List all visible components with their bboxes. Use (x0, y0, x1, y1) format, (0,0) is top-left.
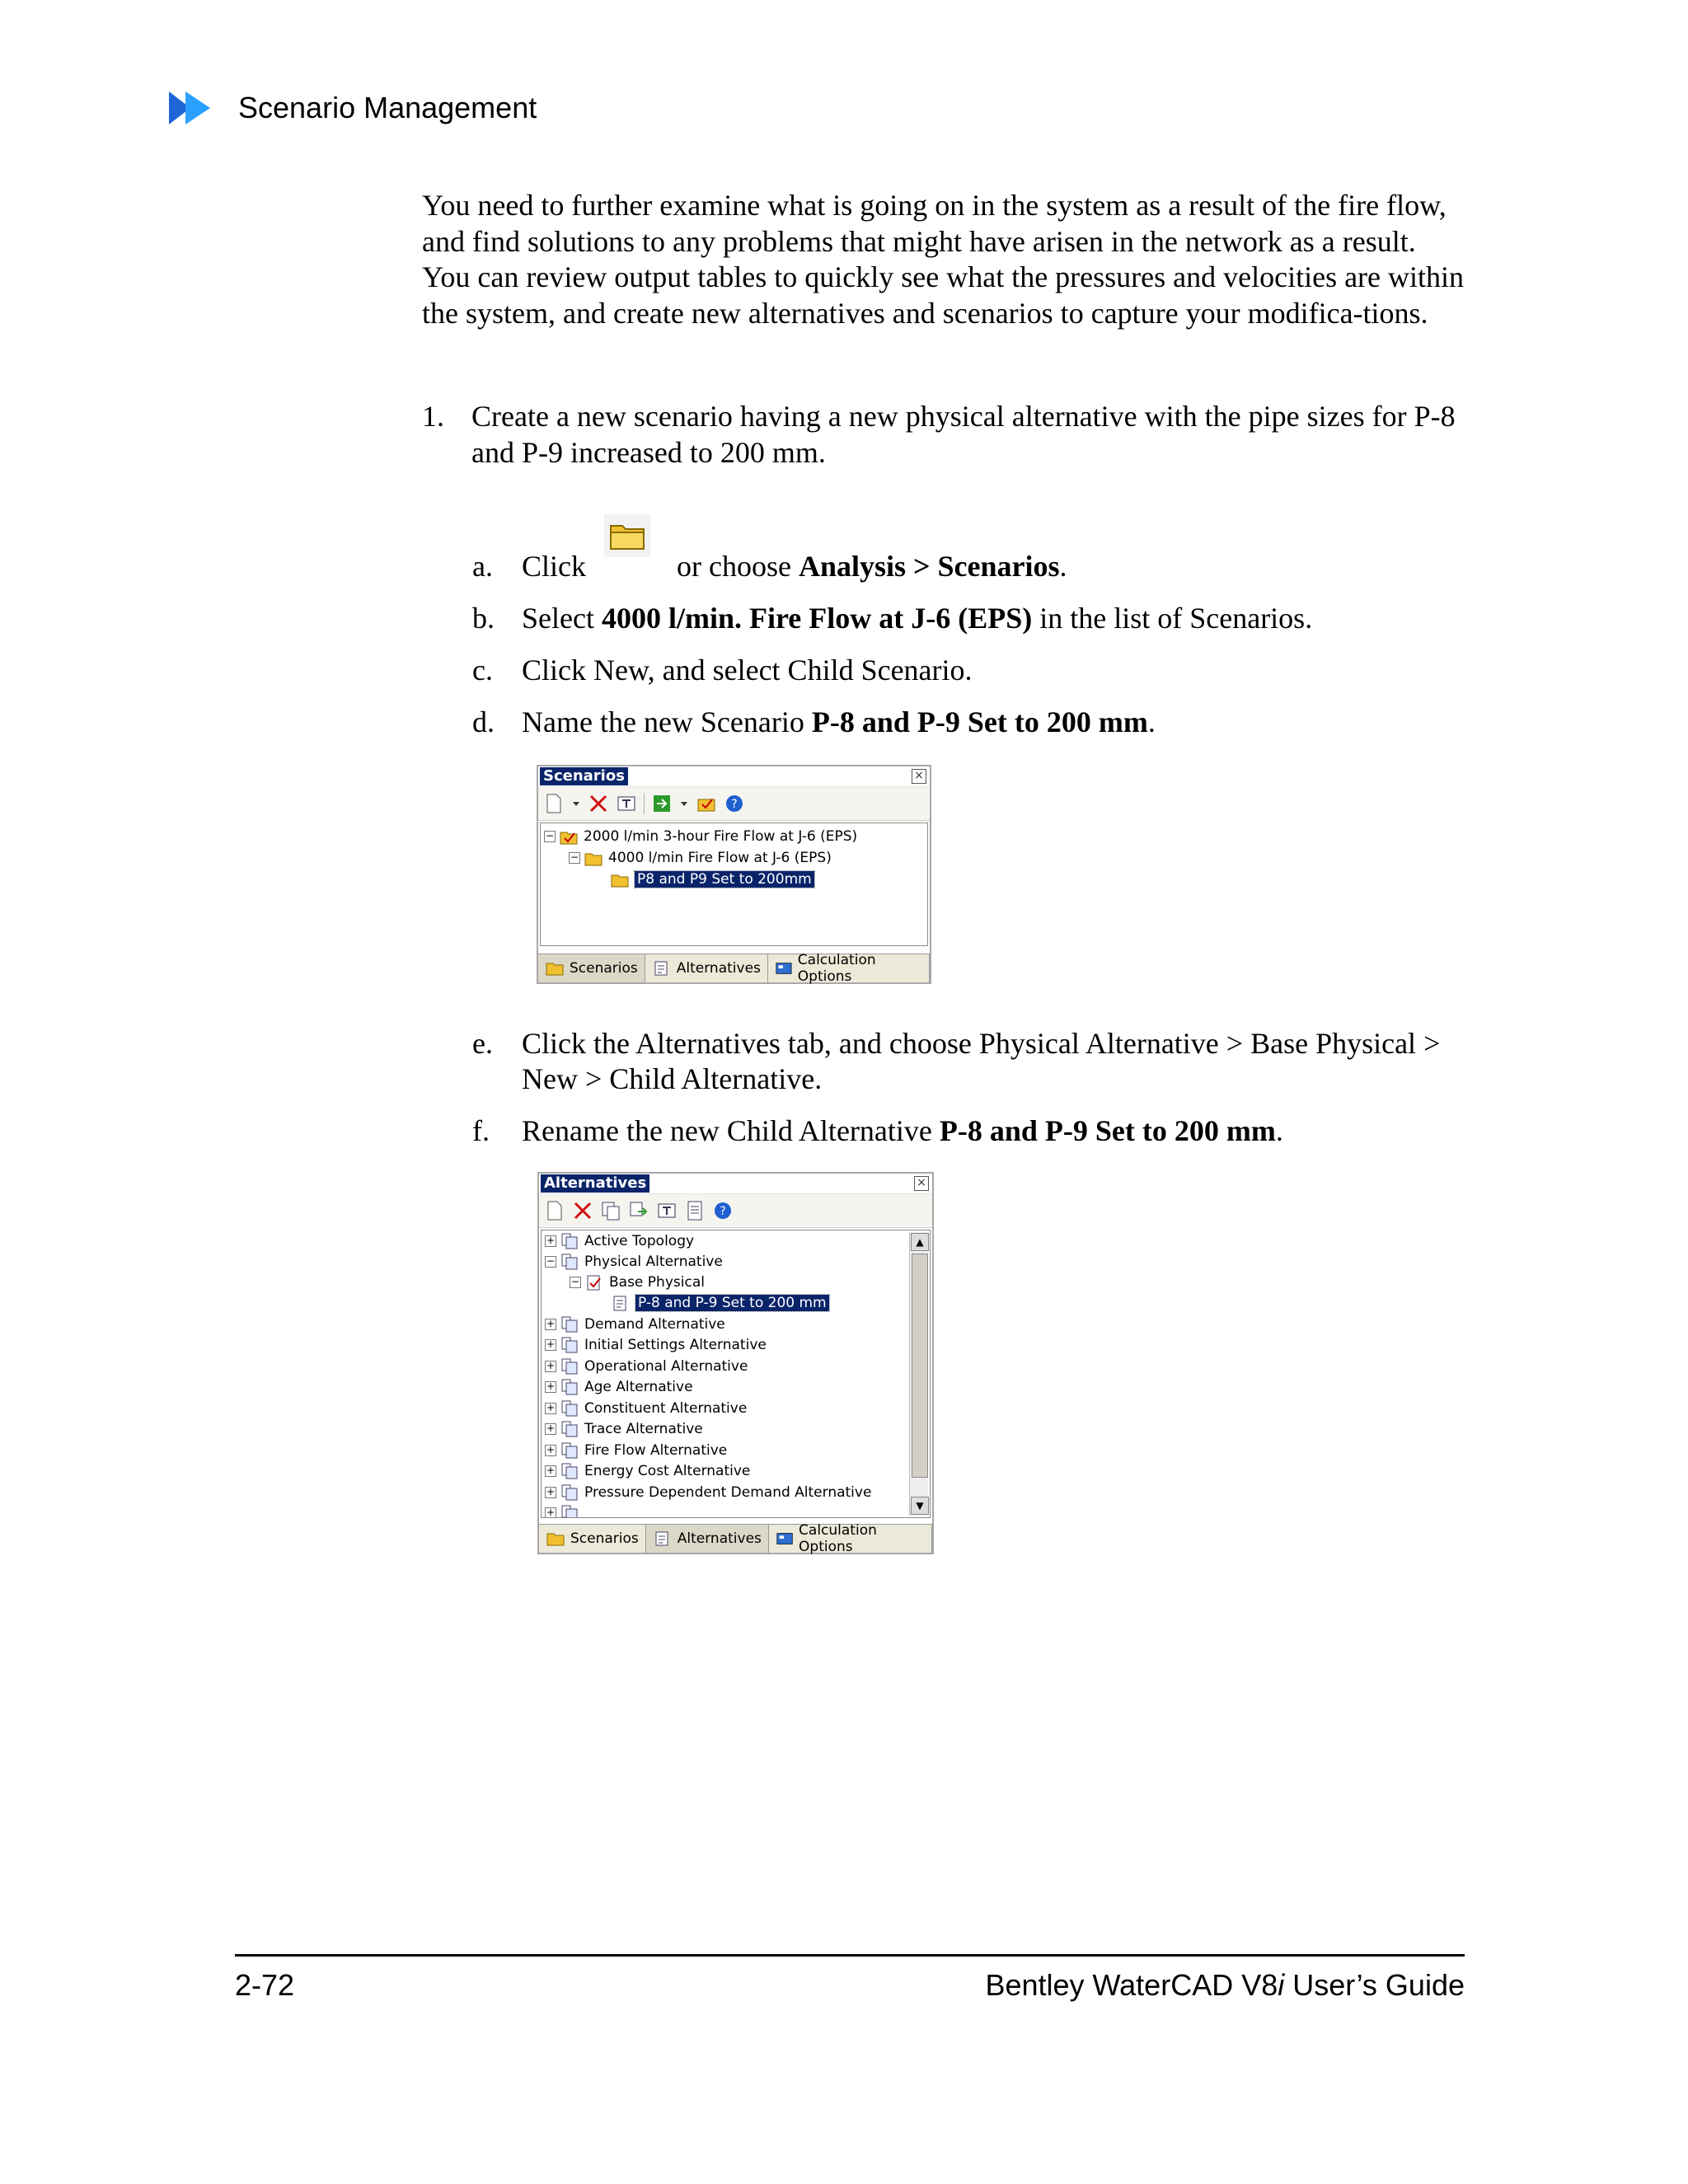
folder-icon (546, 1530, 565, 1547)
step-1 (422, 399, 1469, 473)
alternative-folder-icon (560, 1441, 579, 1460)
tree-item-selected[interactable]: P8 and P9 Set to 200mm (610, 869, 814, 889)
section-title: Scenario Management (238, 91, 537, 124)
svg-text:?: ? (720, 1205, 726, 1218)
expand-icon[interactable]: + (546, 1235, 556, 1246)
tree-item[interactable]: + Pressure Dependent Demand Alternative (546, 1484, 872, 1501)
guide-title: Bentley WaterCAD V8i User’s Guide (985, 1968, 1465, 2002)
tree-item[interactable]: − 4000 l/min Fire Flow at J-6 (EPS) (570, 850, 832, 866)
alternatives-icon (652, 960, 672, 977)
help-icon[interactable] (712, 1200, 734, 1221)
calculator-icon (776, 1530, 794, 1547)
step-text: Create a new scenario having a new physical alternative with the pipe sizes for P-8 and P-9 increased to 200 mm. (471, 400, 1456, 469)
alternatives-icon (653, 1530, 673, 1547)
alternative-icon (611, 1294, 631, 1312)
expand-icon[interactable]: + (546, 1465, 556, 1476)
alternative-folder-icon (560, 1420, 579, 1438)
tree-item[interactable]: + Constituent Alternative (546, 1400, 748, 1417)
tree-item[interactable]: + Initial Settings Alternative (546, 1337, 767, 1353)
tab-bar (538, 952, 930, 985)
base-alternative-icon (584, 1273, 604, 1291)
collapse-icon[interactable]: − (570, 851, 579, 863)
scroll-down-icon[interactable]: ▼ (911, 1497, 929, 1515)
expand-icon[interactable]: + (546, 1380, 556, 1392)
close-icon[interactable]: × (912, 769, 926, 784)
compute-icon[interactable] (696, 793, 717, 814)
expand-icon[interactable]: + (546, 1444, 556, 1455)
expand-icon[interactable]: + (546, 1402, 556, 1413)
tree-item[interactable]: + Demand Alternative (546, 1316, 725, 1333)
tab-alternatives[interactable]: Alternatives (645, 954, 768, 982)
intro-paragraph: You need to further examine what is going on in the system as a result of the fire flow, and find solutions to any problems that might have arisen in the network as a result. You can review output tables to quickly see what the pressures and velocities are within the system, and create new alternatives and scenarios to capture your modifica-tions. (422, 189, 1465, 330)
duplicate-icon[interactable] (600, 1200, 621, 1221)
alternative-folder-icon (560, 1315, 579, 1333)
scroll-thumb[interactable] (912, 1254, 928, 1478)
tab-alternatives[interactable]: Alternatives (646, 1525, 769, 1553)
alternative-folder-icon (560, 1378, 579, 1396)
substep-e: e. Click the Alternatives tab, and choose Physical Alternative > Base Physical > New > Child Alternative. (472, 1027, 1441, 1095)
calculator-icon (775, 960, 793, 977)
toolbar (539, 1194, 932, 1228)
alternative-folder-icon (560, 1357, 579, 1376)
window-title: Scenarios (540, 767, 628, 785)
expand-icon[interactable]: + (546, 1318, 556, 1329)
tree-item[interactable]: + Age Alternative (546, 1379, 693, 1395)
tab-bar (539, 1524, 932, 1553)
footer-rule (235, 1954, 1465, 1957)
tree-item[interactable]: − Base Physical (570, 1274, 705, 1291)
tree-item[interactable]: − 2000 l/min 3-hour Fire Flow at J-6 (EPS) (545, 828, 858, 845)
rename-icon[interactable] (616, 793, 637, 814)
alternative-folder-icon (560, 1253, 579, 1271)
window-title: Alternatives (541, 1174, 649, 1193)
merge-icon[interactable] (628, 1200, 649, 1221)
alternative-folder-icon (560, 1483, 579, 1502)
double-arrow-icon (169, 90, 222, 126)
tree-item-selected[interactable]: P-8 and P-9 Set to 200 mm (611, 1293, 829, 1313)
collapse-icon[interactable]: − (546, 1255, 556, 1267)
alternative-folder-icon (560, 1504, 579, 1518)
make-current-icon[interactable] (651, 793, 673, 814)
scenarios-tree (540, 823, 928, 946)
tree-item-partial[interactable] (545, 1503, 584, 1518)
expand-icon[interactable]: + (546, 1422, 556, 1434)
chevron-down-icon[interactable] (571, 793, 581, 814)
alternative-folder-icon (560, 1336, 579, 1354)
delete-icon[interactable] (572, 1200, 593, 1221)
alternative-folder-icon (560, 1462, 579, 1480)
chevron-down-icon[interactable] (679, 793, 689, 814)
scenarios-window (537, 765, 931, 984)
collapse-icon[interactable]: − (545, 830, 555, 841)
rename-icon[interactable] (656, 1200, 678, 1221)
folder-icon (584, 849, 603, 867)
expand-icon[interactable]: + (546, 1486, 556, 1497)
toolbar (538, 787, 930, 821)
tree-item[interactable]: + Fire Flow Alternative (546, 1442, 728, 1459)
tab-calculation-options[interactable]: Calculation Options (769, 1525, 932, 1553)
tree-item[interactable]: + Energy Cost Alternative (546, 1463, 751, 1479)
tree-item[interactable]: + Active Topology (546, 1233, 695, 1249)
new-icon[interactable] (543, 793, 565, 814)
folder-icon (610, 870, 630, 888)
page-header (169, 87, 537, 129)
alternatives-tree (541, 1230, 931, 1518)
svg-text:?: ? (731, 798, 738, 811)
expand-icon[interactable]: + (546, 1507, 556, 1518)
new-icon[interactable] (544, 1200, 565, 1221)
alternative-folder-icon (560, 1232, 579, 1250)
tab-calculation-options[interactable]: Calculation Options (768, 954, 930, 982)
close-icon[interactable]: × (914, 1176, 929, 1191)
scroll-up-icon[interactable]: ▲ (911, 1233, 929, 1251)
help-icon[interactable] (724, 793, 745, 814)
folder-icon (545, 960, 565, 977)
scenarios-folder-icon[interactable] (604, 514, 650, 557)
tab-scenarios[interactable]: Scenarios (538, 954, 645, 982)
expand-icon[interactable]: + (546, 1360, 556, 1371)
alternative-folder-icon (560, 1399, 579, 1418)
tree-item[interactable]: + Trace Alternative (546, 1421, 703, 1437)
tree-item[interactable]: + Operational Alternative (546, 1358, 748, 1375)
step-number: 1. (422, 400, 444, 433)
expand-icon[interactable]: + (546, 1338, 556, 1350)
report-icon[interactable] (684, 1200, 706, 1221)
vertical-scrollbar[interactable] (909, 1232, 928, 1516)
collapse-icon[interactable]: − (570, 1276, 580, 1287)
scenario-checked-icon (559, 827, 579, 846)
tab-scenarios[interactable]: Scenarios (539, 1525, 646, 1553)
tree-item[interactable]: − Physical Alternative (546, 1254, 723, 1270)
alternatives-window (537, 1172, 934, 1554)
page-number: 2-72 (235, 1968, 295, 2002)
delete-icon[interactable] (588, 793, 609, 814)
